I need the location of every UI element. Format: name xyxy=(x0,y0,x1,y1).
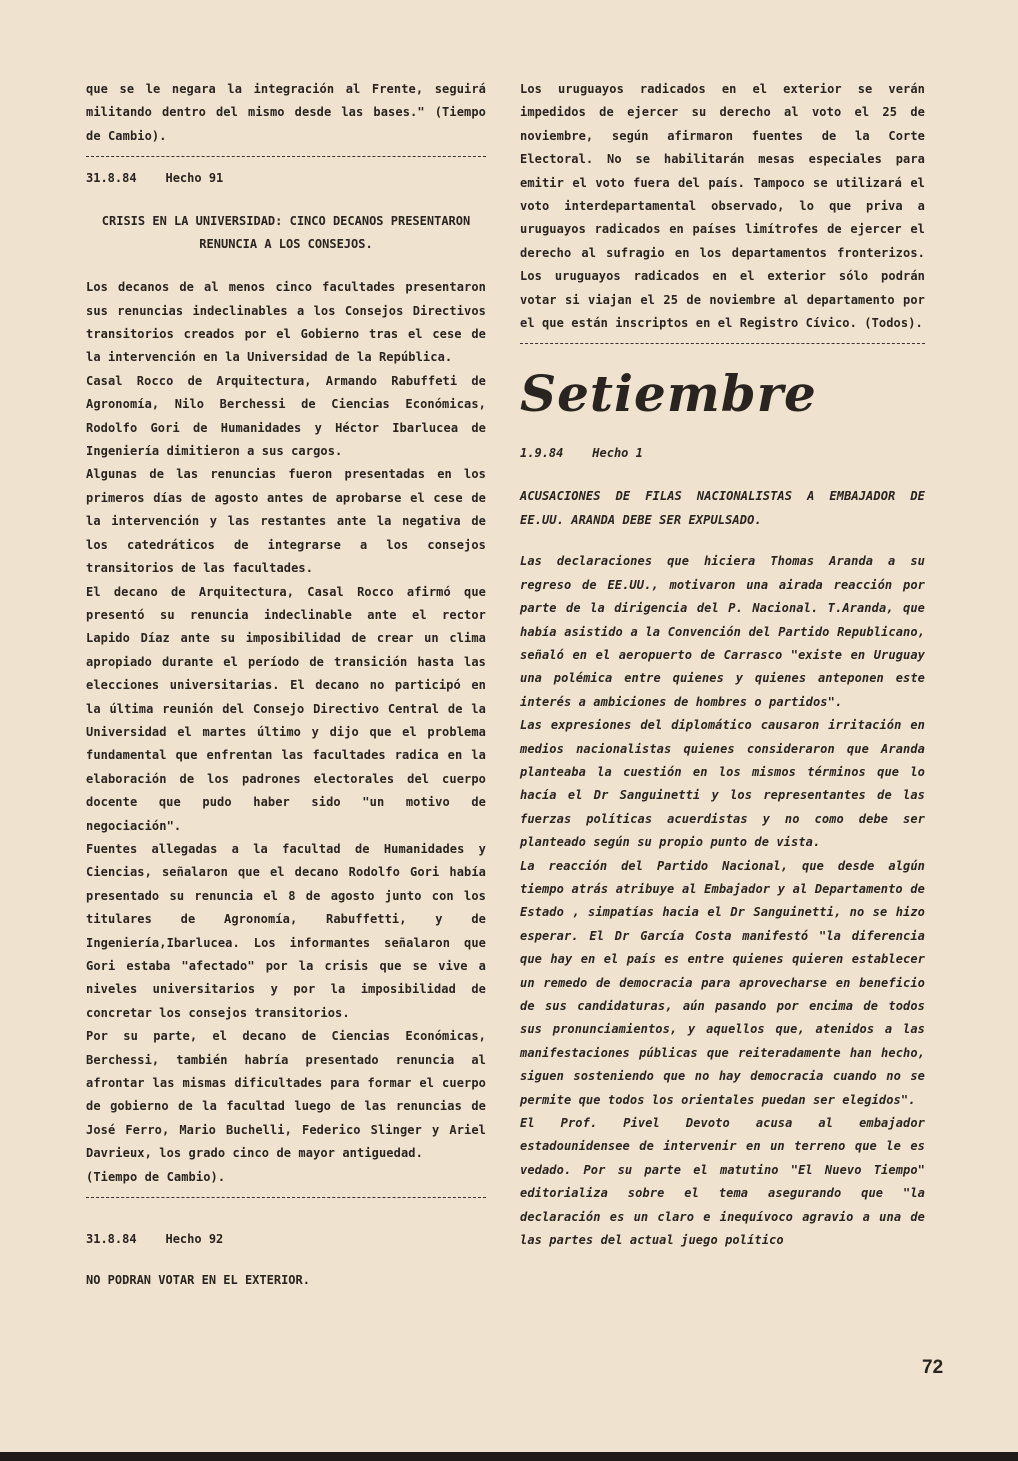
divider xyxy=(86,1197,486,1198)
item92-body: Los uruguayos radicados en el exterior se verán impedidos de ejercer su derecho al voto el 25 de noviembre, según afirmaron fuentes de la Corte Electoral. No se habilitarán mesas especiales para emitir el voto fuera del país. Tampoco se utilizará el voto interdepartamental observado, lo que priva a uruguayos radicados en países limítrofes de ejercer el derecho al sufragio en los departamentos fronterizos. Los uruguayos radicados en el exterior sólo podrán votar si viajan el 25 de noviembre al departamento por el que están inscriptos en el Registro Cívico. (Todos). xyxy=(520,82,925,331)
month-heading: Setiembre xyxy=(520,364,817,424)
item1-paragraph: Las declaraciones que hiciera Thomas Aranda a su regreso de EE.UU., motivaron una airada reacción por parte de la dirigencia del P. Nacional. T.Aranda, que había asistido a la Convención del Partido Republicano, señaló en el aeropuerto de Carrasco "existe en Uruguay una polémica entre quienes y quienes anteponen este interés a ambiciones de hombres o partidos". xyxy=(520,554,925,709)
item92-meta xyxy=(86,1228,486,1251)
item92-label: Hecho 92 xyxy=(165,1232,224,1247)
item91-headline: CRISIS EN LA UNIVERSIDAD: CINCO DECANOS PRESENTARON RENUNCIA A LOS CONSEJOS. xyxy=(101,214,471,252)
item91-paragraph: El decano de Arquitectura, Casal Rocco afirmó que presentó su renuncia indeclinable ante el rector Lapido Díaz ante su imposibilidad de crear un clima apropiado durante el período de transición hasta las elecciones universitarias. El decano no participó en la última reunión del Consejo Directivo Central de la Universidad el martes último y dijo que el problema fundamental que enfrentan las facultades radica en la elaboración de los padrones electorales del cuerpo docente que pudo haber sido "un motivo de negociación". xyxy=(86,584,486,833)
item1-headline: ACUSACIONES DE FILAS NACIONALISTAS A EMBAJADOR DE EE.UU. ARANDA DEBE SER EXPULSADO. xyxy=(520,489,925,527)
item1-meta xyxy=(520,442,925,465)
item1-label: Hecho 1 xyxy=(592,446,643,461)
item91-paragraph: Casal Rocco de Arquitectura, Armando Rabuffeti de Agronomía, Nilo Berchessi de Ciencias Económicas, Rodolfo Gori de Humanidades y Héctor Ibarlucea de Ingeniería dimitieron a sus cargos. xyxy=(86,373,486,459)
scan-edge xyxy=(0,1452,1018,1461)
item91-meta xyxy=(86,167,486,190)
item1-date: 1.9.84 xyxy=(520,446,564,461)
item91-paragraph: Algunas de las renuncias fueron presentadas en los primeros días de agosto antes de aprobarse el cese de la intervención y las restantes ante la negativa de los catedráticos de integrarse a los consejos transitorios de las facultades. xyxy=(86,467,486,576)
divider xyxy=(520,343,925,344)
left-column xyxy=(86,78,486,1292)
item91-paragraph: Por su parte, el decano de Ciencias Económicas, Berchessi, también habría presentado renuncia al afrontar las mismas dificultades para formar el cuerpo de gobierno de la facultad luego de las renuncias de José Ferro, Mario Buchelli, Federico Slinger y Ariel Davrieux, los grado cinco de mayor antiguedad. xyxy=(86,1029,486,1161)
item91-paragraph: Fuentes allegadas a la facultad de Humanidades y Ciencias, señalaron que el decano Rodolfo Gori había presentado su renuncia el 8 de agosto junto con los titulares de Agronomía, Rabuffetti, y de Ingeniería,Ibarlucea. Los informantes señalaron que Gori estaba "afectado" por la crisis que se vive a niveles universitarios y por la imposibilidad de concretar los consejos transitorios. xyxy=(86,841,486,1020)
item92-date: 31.8.84 xyxy=(86,1232,137,1247)
item1-paragraph: Las expresiones del diplomático causaron irritación en medios nacionalistas quienes consideraron que Aranda planteaba la cuestión en los mismos términos que lo hacía el Dr Sanguinetti y los representantes de las fuerzas políticas acuerdistas y no como debe ser planteado según su propio punto de vista. xyxy=(520,718,925,850)
item91-label: Hecho 91 xyxy=(165,171,224,186)
item1-paragraph: La reacción del Partido Nacional, que desde algún tiempo atrás atribuye al Embajador y al Departamento de Estado , simpatías hacia el Dr Sanguinetti, no se hizo esperar. El Dr García Costa manifestó "la diferencia que hay en el país es entre quienes quieren establecer un remedo de democracia para aprovecharse en beneficio de sus candidaturas, aún pasando por encima de todos sus pronunciamientos, y aquellos que, atenidos a las manifestaciones públicas que reiteradamente han hecho, siguen sosteniendo que no hay democracia cuando no se permite que todos los orientales puedan ser elegidos". xyxy=(520,858,925,1107)
intro-text: que se le negara la integración al Frente, seguirá militando dentro del mismo desde las bases." (Tiempo de Cambio). xyxy=(86,82,486,143)
item1-paragraph: El Prof. Pivel Devoto acusa al embajador estadounidensee de intervenir en un terreno que le es vedado. Por su parte el matutino "El Nuevo Tiempo" editorializa sobre el tema asegurando que "la declaración es un claro e inequívoco agravio a una de las partes del actual juego político xyxy=(520,1116,925,1248)
right-column xyxy=(520,78,925,1252)
item92-headline: NO PODRAN VOTAR EN EL EXTERIOR. xyxy=(86,1273,310,1288)
item91-source: (Tiempo de Cambio). xyxy=(86,1169,226,1184)
item91-paragraph: Los decanos de al menos cinco facultades presentaron sus renuncias indeclinables a los Consejos Directivos transitorios creados por el Gobierno tras el cese de la intervención en la Universidad de la República. xyxy=(86,280,486,365)
page-number: 72 xyxy=(922,1357,944,1378)
item91-date: 31.8.84 xyxy=(86,171,137,186)
divider xyxy=(86,156,486,157)
